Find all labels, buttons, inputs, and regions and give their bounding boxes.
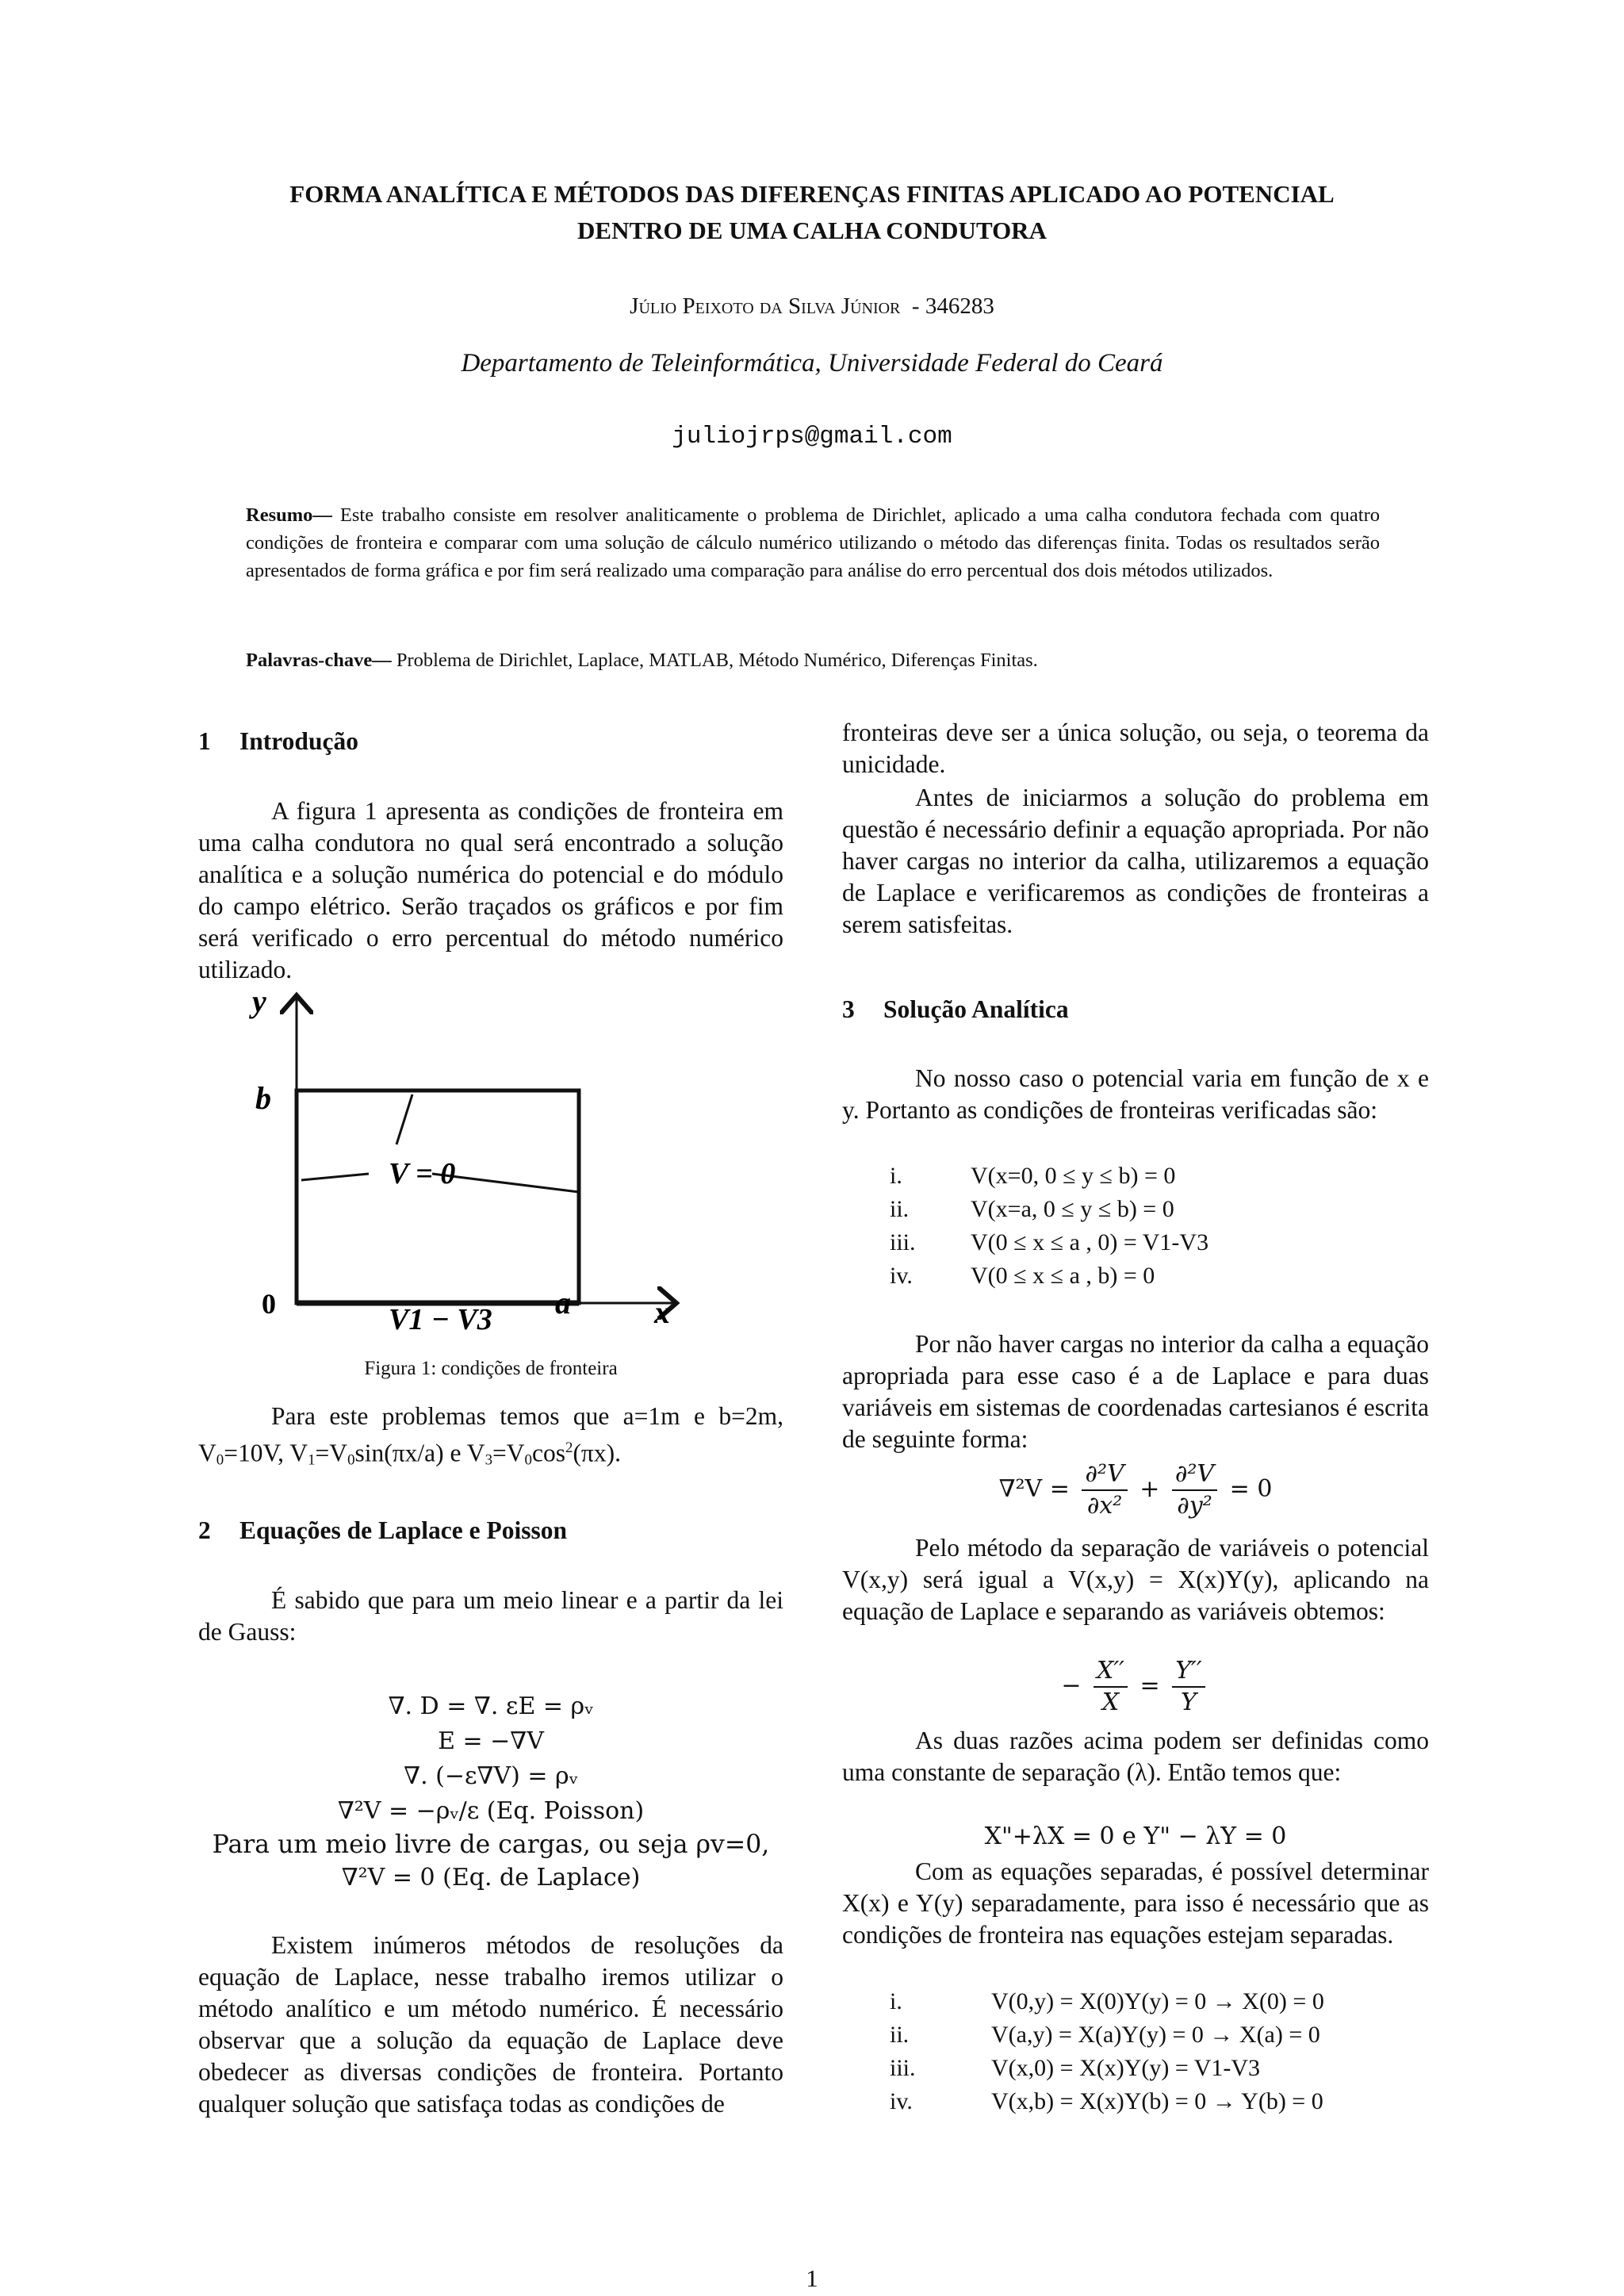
- author-line: [0, 293, 1624, 320]
- section-3-heading: [842, 995, 1429, 1024]
- section-3-paragraph-3: Pelo método da separação de variáveis o potencial V(x,y) será igual a V(x,y) = X(x)Y(y), aplicando na equação de Laplace e separando as variáveis obtemos:: [842, 1534, 1429, 1625]
- author-id: - 346283: [911, 293, 994, 319]
- equation-laplace: ∇²V = 0 (Eq. de Laplace): [341, 1864, 641, 1892]
- separation-equation: − $\frac{X''}{X}$ = $\frac{Y''}{Y}$: [842, 1656, 1429, 1718]
- list-item: iii. V(x,0) = X(x)Y(y) = V1-V3: [890, 2055, 1261, 2081]
- trough-boundary: [297, 1091, 579, 1303]
- affiliation: Departamento de Teleinformática, Universidade Federal do Ceará: [461, 349, 1163, 378]
- figure-label-a: a: [555, 1285, 571, 1320]
- figure-label-origin: 0: [262, 1288, 276, 1320]
- list-item: iii. V(0 ≤ x ≤ a , 0) = V1-V3: [890, 1229, 1209, 1255]
- figure-label-x: x: [654, 1294, 670, 1330]
- abstract-label: Resumo—: [246, 504, 332, 526]
- section-1-heading: [198, 727, 783, 756]
- list-item: i. V(0,y) = X(0)Y(y) = 0 → X(0) = 0: [890, 1988, 1324, 2014]
- boundary-conditions-figure: [230, 990, 706, 1339]
- title-line-1: FORMA ANALÍTICA E MÉTODOS DAS DIFERENÇAS FINITAS APLICADO AO POTENCIAL: [289, 180, 1335, 208]
- abstract: [246, 501, 1380, 585]
- equation-gauss: ∇. D = ∇. εE = ρᵥ: [388, 1692, 594, 1720]
- page-number: 1: [806, 2264, 818, 2292]
- equation-divergence: ∇. (−ε∇V) = ρᵥ: [404, 1762, 578, 1790]
- gauss-equations: [198, 1689, 783, 1895]
- section-2-paragraph-1: É sabido que para um meio linear e a partir da lei de Gauss:: [198, 1586, 783, 1646]
- right-paragraph-2: Antes de iniciarmos a solução do problema em questão é necessário definir a equação apropriada. Por não haver cargas no interior da calha, utilizaremos a equação de Laplace e verificaremos as condições de fronteiras a serem satisfeitas.: [842, 784, 1429, 938]
- figure-label-y: y: [252, 990, 266, 1019]
- equation-field: E = −∇V: [438, 1727, 544, 1755]
- list-item: i. V(x=0, 0 ≤ y ≤ b) = 0: [890, 1163, 1176, 1189]
- right-paragraph-1: fronteiras deve ser a única solução, ou seja, o teorema da unicidade.: [842, 719, 1429, 778]
- abstract-text: Este trabalho consiste em resolver analiticamente o problema de Dirichlet, aplicado a uma calha condutora fechada com quatro condições de fronteira e comparar com uma solução de cálculo numérico utilizando o método das diferenças finita. Todas os resultados serão apresentados de forma gráfica e por fim será realizado uma comparação para análise do erro percentual dos dois métodos utilizados.: [246, 504, 1380, 581]
- list-item: ii. V(x=a, 0 ≤ y ≤ b) = 0: [890, 1196, 1174, 1222]
- separated-conditions-list: [890, 1985, 1445, 2118]
- section-1-number: 1: [198, 727, 211, 755]
- author-name: Júlio Peixoto da Silva Júnior: [630, 293, 901, 319]
- section-1-paragraph-2: Para este problemas temos que a=1m e b=2m, $V_0=10V$, $V_1=V_0\sin(\pi x/a)$ e $V_3=V_0\cos^2(\pi x)$.: [198, 1402, 783, 1469]
- boundary-conditions-list: [890, 1159, 1429, 1293]
- figure-label-v0: V = 0: [389, 1157, 456, 1190]
- section-3-title: Solução Analítica: [883, 995, 1069, 1023]
- section-2-paragraph-3: Existem inúmeros métodos de resoluções da equação de Laplace, nesse trabalho iremos utilizar o método analítico e um método numérico. É necessário observar que a solução da equação de Laplace deve obedecer as diversas condições de fronteira. Portanto qualquer solução que satisfaça todas as condições de: [198, 1931, 783, 2118]
- section-1-title: Introdução: [239, 727, 358, 755]
- figure-label-bottom: V1 − V3: [389, 1303, 492, 1336]
- section-2-number: 2: [198, 1516, 211, 1544]
- figure-label-b: b: [255, 1080, 271, 1116]
- section-3-paragraph-5: Com as equações separadas, é possível determinar X(x) e Y(y) separadamente, para isso é necessário que as condições de fronteira nas equações estejam separadas.: [842, 1857, 1429, 1949]
- section-1-paragraph-1: A figura 1 apresenta as condições de fronteira em uma calha condutora no qual será encontrado a solução analítica e a solução numérica do potencial e do módulo do campo elétrico. Serão traçados os gráficos e por fim será verificado o erro percentual do método numérico utilizado.: [198, 797, 783, 983]
- list-item: iv. V(x,b) = X(x)Y(b) = 0 → Y(b) = 0: [890, 2088, 1323, 2114]
- section-3-paragraph-4: As duas razões acima podem ser definidas como uma constante de separação (λ). Então temos que:: [842, 1727, 1429, 1786]
- section-3-number: 3: [842, 995, 855, 1023]
- keywords: [246, 646, 1380, 674]
- section-2-heading: [198, 1516, 783, 1545]
- section-2-title: Equações de Laplace e Poisson: [239, 1516, 568, 1544]
- free-charge-note: Para um meio livre de cargas, ou seja ρv=0,: [212, 1830, 770, 1859]
- paper-title: [0, 176, 1624, 249]
- keywords-label: Palavras-chave—: [246, 650, 392, 671]
- title-line-2: DENTRO DE UMA CALHA CONDUTORA: [577, 217, 1047, 244]
- pointer-top: [396, 1094, 412, 1144]
- figure-1-caption: Figura 1: condições de fronteira: [364, 1358, 618, 1379]
- section-3-paragraph-1: No nosso caso o potencial varia em função de x e y. Portanto as condições de fronteiras verificadas são:: [842, 1064, 1429, 1124]
- section-3-paragraph-2: Por não haver cargas no interior da calha a equação apropriada para esse caso é a de Laplace e para duas variáveis em sistemas de coordenadas cartesianos é escrita de seguinte forma:: [842, 1330, 1429, 1453]
- author-email[interactable]: juliojrps@gmail.com: [672, 423, 952, 450]
- equation-poisson: ∇²V = −ρᵥ/ε (Eq. Poisson): [337, 1797, 645, 1825]
- keywords-text: Problema de Dirichlet, Laplace, MATLAB, Método Numérico, Diferenças Finitas.: [391, 650, 1038, 671]
- list-item: ii. V(a,y) = X(a)Y(y) = 0 → X(a) = 0: [890, 2022, 1320, 2048]
- laplace-2d-equation: ∇²V = $\frac{\text{∂²V}}{\text{∂x²}}$ + $\frac{\text{∂²V}}{\text{∂y²}}$ = 0: [998, 1460, 1273, 1520]
- pointer-left: [301, 1174, 369, 1180]
- separated-odes: X"+λX = 0 e Y" − λY = 0: [984, 1823, 1287, 1850]
- list-item: iv. V(0 ≤ x ≤ a , b) = 0: [890, 1263, 1155, 1289]
